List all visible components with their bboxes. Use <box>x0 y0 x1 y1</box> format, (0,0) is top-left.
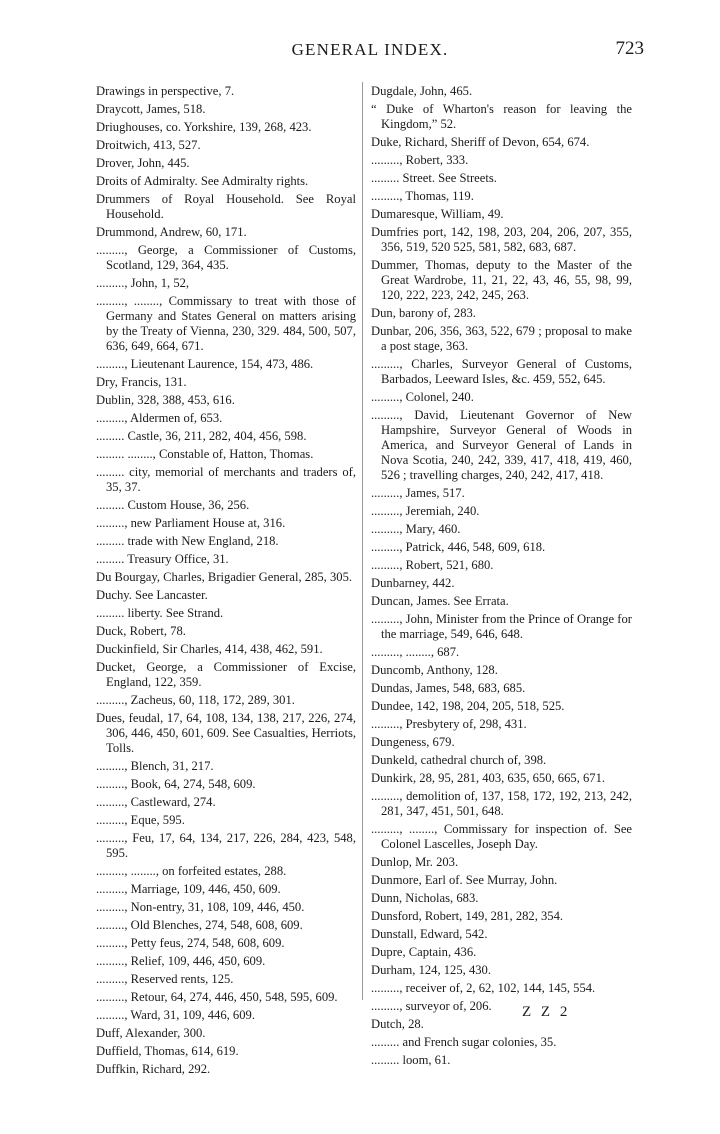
index-entry: ........., Old Blenches, 274, 548, 608, 609. <box>96 918 303 932</box>
index-entry: Droitwich, 413, 527. <box>96 138 201 152</box>
index-entry: Droits of Admiralty. See Admiralty rights. <box>96 174 309 188</box>
index-entry: ........., Castleward, 274. <box>96 795 216 809</box>
index-entry: ........., John, Minister from the Prince of Orange for the marriage, 549, 646, 648. <box>371 612 632 641</box>
index-entry: ......... loom, 61. <box>371 1053 451 1067</box>
index-entry: ......... liberty. See Strand. <box>96 606 224 620</box>
index-entry: Duck, Robert, 78. <box>96 624 186 638</box>
index-entry: Dungeness, 679. <box>371 735 455 749</box>
index-entry: ......... and French sugar colonies, 35. <box>371 1035 557 1049</box>
index-entry: “ Duke of Wharton's reason for leaving the Kingdom,” 52. <box>371 102 632 131</box>
index-column-right <box>371 84 632 1071</box>
index-entry: Dunbarney, 442. <box>371 576 455 590</box>
index-entry: ........., Patrick, 446, 548, 609, 618. <box>371 540 546 554</box>
index-entry: ........., Blench, 31, 217. <box>96 759 214 773</box>
index-entry: ........., Book, 64, 274, 548, 609. <box>96 777 256 791</box>
index-entry: Dunkeld, cathedral church of, 398. <box>371 753 547 767</box>
index-entry: Dunbar, 206, 356, 363, 522, 679 ; proposal to make a post stage, 363. <box>371 324 632 353</box>
index-entry: Drummond, Andrew, 60, 171. <box>96 225 247 239</box>
index-entry: ........., Robert, 333. <box>371 153 469 167</box>
index-entry: Dugdale, John, 465. <box>371 84 473 98</box>
index-entry: ........., ........, 687. <box>371 645 460 659</box>
page-header <box>96 40 644 64</box>
index-entry: ........., ........, on forfeited estates, 288. <box>96 864 287 878</box>
running-head: GENERAL INDEX. <box>291 40 449 59</box>
index-entry: ........., Ward, 31, 109, 446, 609. <box>96 1008 255 1022</box>
index-entry: Du Bourgay, Charles, Brigadier General, 285, 305. <box>96 570 353 584</box>
index-entry: Dunkirk, 28, 95, 281, 403, 635, 650, 665, 671. <box>371 771 606 785</box>
index-entry: ........., Aldermen of, 653. <box>96 411 223 425</box>
index-entry: Dundas, James, 548, 683, 685. <box>371 681 526 695</box>
index-entry: Draycott, James, 518. <box>96 102 206 116</box>
index-entry: ........., ........, Commissary to treat with those of Germany and States General on matters arising by the Treaty of Vienna, 230, 329. 484, 500, 507, 636, 649, 664, 671. <box>96 294 356 353</box>
index-entry: ........., receiver of, 2, 62, 102, 144, 145, 554. <box>371 981 596 995</box>
index-entry: Drummers of Royal Household. See Royal Household. <box>96 192 356 221</box>
index-entry: ........., Jeremiah, 240. <box>371 504 480 518</box>
index-entry: Durham, 124, 125, 430. <box>371 963 491 977</box>
index-entry: Dupre, Captain, 436. <box>371 945 477 959</box>
signature-mark: Z Z 2 <box>522 1004 571 1020</box>
index-entry: ......... Castle, 36, 211, 282, 404, 456, 598. <box>96 429 307 443</box>
index-entry: ........., ........, Commissary for inspection of. See Colonel Lascelles, Joseph Day. <box>371 822 632 851</box>
index-entry: Dunn, Nicholas, 683. <box>371 891 479 905</box>
page-number: 723 <box>615 38 644 59</box>
index-entry: Duff, Alexander, 300. <box>96 1026 206 1040</box>
index-entry: Dutch, 28. <box>371 1017 424 1031</box>
index-entry: ........., Reserved rents, 125. <box>96 972 234 986</box>
index-entry: ........., John, 1, 52, <box>96 276 190 290</box>
index-entry: Duchy. See Lancaster. <box>96 588 208 602</box>
index-entry: ........., James, 517. <box>371 486 465 500</box>
index-entry: ........., Marriage, 109, 446, 450, 609. <box>96 882 281 896</box>
index-entry: ........., Mary, 460. <box>371 522 461 536</box>
column-divider <box>362 82 363 1000</box>
index-entry: ........., Petty feus, 274, 548, 608, 609. <box>96 936 285 950</box>
index-entry: ........., Non-entry, 31, 108, 109, 446, 450. <box>96 900 305 914</box>
index-entry: Duncan, James. See Errata. <box>371 594 509 608</box>
index-entry: Dundee, 142, 198, 204, 205, 518, 525. <box>371 699 565 713</box>
index-entry: ........., Feu, 17, 64, 134, 217, 226, 284, 423, 548, 595. <box>96 831 356 860</box>
index-entry: ......... city, memorial of merchants and traders of, 35, 37. <box>96 465 356 494</box>
index-entry: Drawings in perspective, 7. <box>96 84 235 98</box>
index-entry: ........., Lieutenant Laurence, 154, 473, 486. <box>96 357 314 371</box>
index-entry: ........., Thomas, 119. <box>371 189 474 203</box>
index-entry: ........., George, a Commissioner of Customs, Scotland, 129, 364, 435. <box>96 243 356 272</box>
index-entry: ........., Charles, Surveyor General of Customs, Barbados, Leeward Isles, &c. 459, 552, 645. <box>371 357 632 386</box>
index-column-left <box>96 84 356 1080</box>
index-entry: Dublin, 328, 388, 453, 616. <box>96 393 235 407</box>
index-entry: Driughouses, co. Yorkshire, 139, 268, 423. <box>96 120 312 134</box>
index-entry: ......... Treasury Office, 31. <box>96 552 229 566</box>
index-entry: Dumaresque, William, 49. <box>371 207 504 221</box>
index-entry: ........., David, Lieutenant Governor of New Hampshire, Surveyor General of Woods in America, and Surveyor General of Lands in Nova Scotia, 240, 242, 339, 417, 418, 419, 460, 526 ; travelling charges, 240, 242, 417, 418. <box>371 408 632 482</box>
index-entry: ........., new Parliament House at, 316. <box>96 516 286 530</box>
index-entry: ........., Colonel, 240. <box>371 390 474 404</box>
index-entry: ......... trade with New England, 218. <box>96 534 279 548</box>
index-entry: Ducket, George, a Commissioner of Excise, England, 122, 359. <box>96 660 356 689</box>
index-entry: Duke, Richard, Sheriff of Devon, 654, 674. <box>371 135 590 149</box>
index-entry: ........., Eque, 595. <box>96 813 185 827</box>
index-entry: ........., Zacheus, 60, 118, 172, 289, 301. <box>96 693 295 707</box>
index-entry: ........., demolition of, 137, 158, 172, 192, 213, 242, 281, 347, 451, 501, 648. <box>371 789 632 818</box>
index-entry: Dry, Francis, 131. <box>96 375 187 389</box>
index-entry: ......... Street. See Streets. <box>371 171 497 185</box>
index-entry: Dunlop, Mr. 203. <box>371 855 459 869</box>
index-entry: Drover, John, 445. <box>96 156 190 170</box>
index-entry: Dummer, Thomas, deputy to the Master of the Great Wardrobe, 11, 21, 22, 43, 46, 55, 98, 99, 120, 222, 223, 242, 245, 263. <box>371 258 632 302</box>
index-entry: Dunmore, Earl of. See Murray, John. <box>371 873 558 887</box>
index-entry: Duncomb, Anthony, 128. <box>371 663 498 677</box>
index-entry: Duffield, Thomas, 614, 619. <box>96 1044 239 1058</box>
index-entry: ........., Presbytery of, 298, 431. <box>371 717 527 731</box>
index-entry: Duffkin, Richard, 292. <box>96 1062 211 1076</box>
index-entry: ........., Relief, 109, 446, 450, 609. <box>96 954 266 968</box>
index-entry: Duckinfield, Sir Charles, 414, 438, 462, 591. <box>96 642 323 656</box>
index-entry: ........., Robert, 521, 680. <box>371 558 494 572</box>
index-entry: ........., Retour, 64, 274, 446, 450, 548, 595, 609. <box>96 990 338 1004</box>
index-entry: ......... Custom House, 36, 256. <box>96 498 250 512</box>
index-entry: Dues, feudal, 17, 64, 108, 134, 138, 217, 226, 274, 306, 446, 450, 601, 609. See Casualties, Herriots, Tolls. <box>96 711 356 755</box>
index-entry: Dumfries port, 142, 198, 203, 204, 206, 207, 355, 356, 519, 520 525, 581, 582, 683, 687. <box>371 225 632 254</box>
index-entry: ........., surveyor of, 206. <box>371 999 492 1013</box>
index-entry: ......... ........, Constable of, Hatton, Thomas. <box>96 447 314 461</box>
index-entry: Dun, barony of, 283. <box>371 306 476 320</box>
index-entry: Dunstall, Edward, 542. <box>371 927 488 941</box>
index-entry: Dunsford, Robert, 149, 281, 282, 354. <box>371 909 564 923</box>
